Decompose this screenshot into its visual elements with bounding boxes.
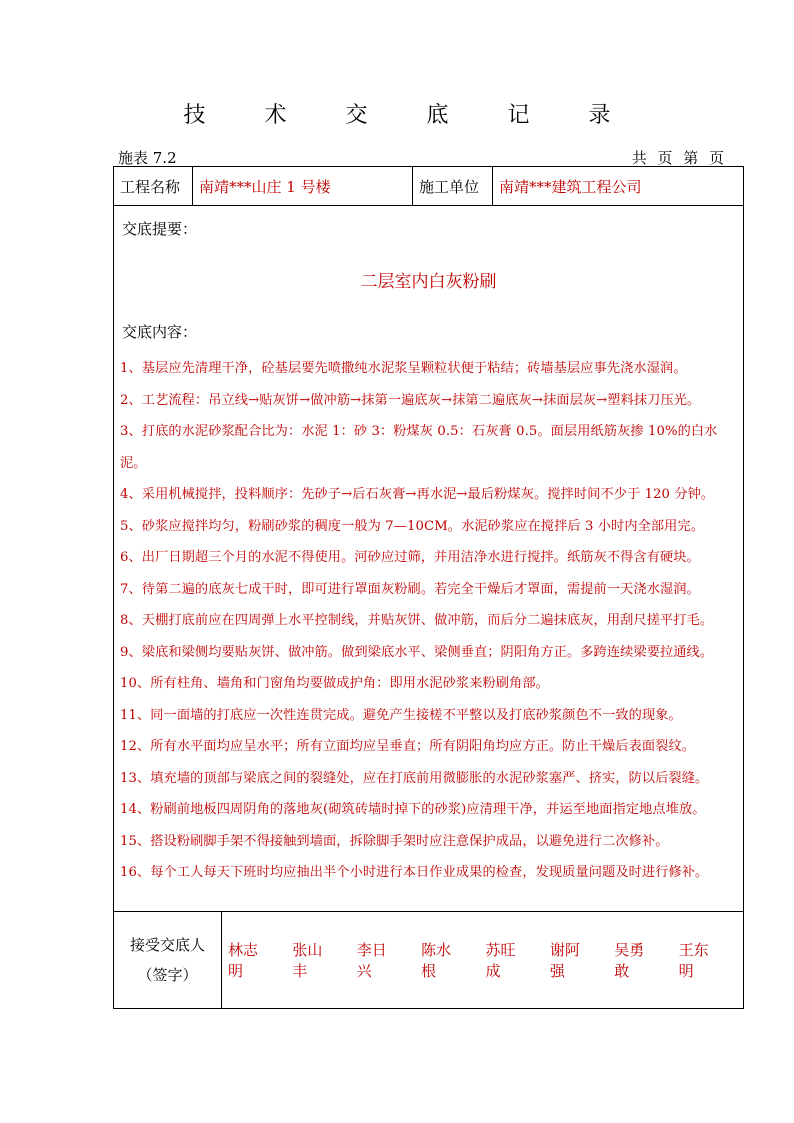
content-list (120, 353, 735, 889)
signer-name: 陈水根 (421, 941, 452, 980)
project-name-value: 南靖***山庄 1 号楼 (199, 177, 331, 196)
content-label: 交底内容： (122, 323, 198, 341)
signer-name: 王东明 (678, 941, 709, 980)
signature-label-line2: （签字） (137, 966, 198, 984)
page-info: 共 页 第 页 (631, 149, 724, 167)
list-item: 1、基层应先清理干净，砼基层要先喷撒纯水泥浆呈颗粒状便于粘结；砖墙基层应事先浇水湿润。 (120, 361, 687, 376)
list-item: 6、出厂日期超三个月的水泥不得使用。河砂应过筛，并用洁净水进行搅拌。纸筋灰不得含有硬块。 (120, 550, 700, 565)
signers (222, 911, 743, 1009)
project-name-label: 工程名称 (120, 177, 181, 196)
signature-label-line1: 接受交底人 (129, 936, 205, 954)
signature-label (114, 911, 221, 1009)
divider (192, 167, 193, 205)
list-item: 12、所有水平面均应呈水平；所有立面均应呈垂直；所有阴阳角均应方正。防止干燥后表面裂纹。 (120, 739, 696, 754)
signer-name: 苏旺成 (485, 941, 516, 980)
list-item: 15、搭设粉刷脚手架不得接触到墙面，拆除脚手架时应注意保护成品，以避免进行二次修补。 (120, 833, 669, 849)
divider (412, 167, 413, 205)
construction-unit-label: 施工单位 (419, 177, 480, 196)
list-item: 10、所有柱角、墙角和门窗角均要做成护角：即用水泥砂浆来粉刷角部。 (120, 676, 549, 691)
divider (114, 205, 743, 206)
list-item: 14、粉刷前地板四周阴角的落地灰(砌筑砖墙时掉下的砂浆)应清理干净，并运至地面指定地点堆放。 (120, 802, 706, 817)
list-item: 7、待第二遍的底灰七成干时，即可进行罩面灰粉刷。若完全干燥后才罩面，需提前一天浇水湿润。 (120, 581, 700, 597)
list-item: 5、砂浆应搅拌均匀，粉刷砂浆的稠度一般为 7—10CM。水泥砂浆应在搅拌后 3 小时内全部用完。 (120, 518, 705, 534)
form-number: 施表 7.2 (118, 149, 177, 167)
summary-label: 交底提要： (122, 220, 198, 238)
list-item: 3、打底的水泥砂浆配合比为：水泥 1：砂 3：粉煤灰 0.5：石灰膏 0.5。面层用纸筋灰掺 10%的白水泥。 (120, 424, 718, 471)
list-item: 2、工艺流程：吊立线→贴灰饼→做冲筋→抹第一遍底灰→抹第二遍底灰→抹面层灰→塑料抹刀压光。 (120, 392, 701, 408)
signer-name: 吴勇敢 (614, 941, 645, 980)
signer-name: 张山丰 (292, 941, 323, 980)
record-table (113, 166, 744, 1009)
summary-title: 二层室内白灰粉刷 (360, 272, 497, 292)
signer-name: 谢阿强 (549, 941, 580, 980)
list-item: 8、天棚打底前应在四周弹上水平控制线，并贴灰饼、做冲筋，而后分二遍抹底灰，用刮尺搓平打毛。 (120, 613, 714, 628)
construction-unit-value: 南靖***建筑工程公司 (499, 177, 642, 196)
list-item: 13、填充墙的顶部与梁底之间的裂缝处，应在打底前用微膨胀的水泥砂浆塞严、挤实，防以后裂缝。 (120, 770, 709, 786)
divider (492, 167, 493, 205)
list-item: 4、采用机械搅拌，投料顺序：先砂子→后石灰膏→再水泥→最后粉煤灰。搅拌时间不少于 120 分钟。 (120, 487, 715, 502)
list-item: 11、同一面墙的打底应一次性连贯完成。避免产生接槎不平整以及打底砂浆颜色不一致的现象。 (120, 707, 682, 723)
list-item: 16、每个工人每天下班时均应抽出半个小时进行本日作业成果的检查，发现质量问题及时进行修补。 (120, 865, 709, 880)
page-title: 技 术 交 底 记 录 (183, 103, 637, 128)
signer-name: 李日兴 (356, 941, 387, 980)
list-item: 9、梁底和梁侧均要贴灰饼、做冲筋。做到梁底水平、梁侧垂直；阴阳角方正。多跨连续梁要拉通线。 (120, 644, 714, 660)
signer-name: 林志明 (228, 941, 259, 980)
